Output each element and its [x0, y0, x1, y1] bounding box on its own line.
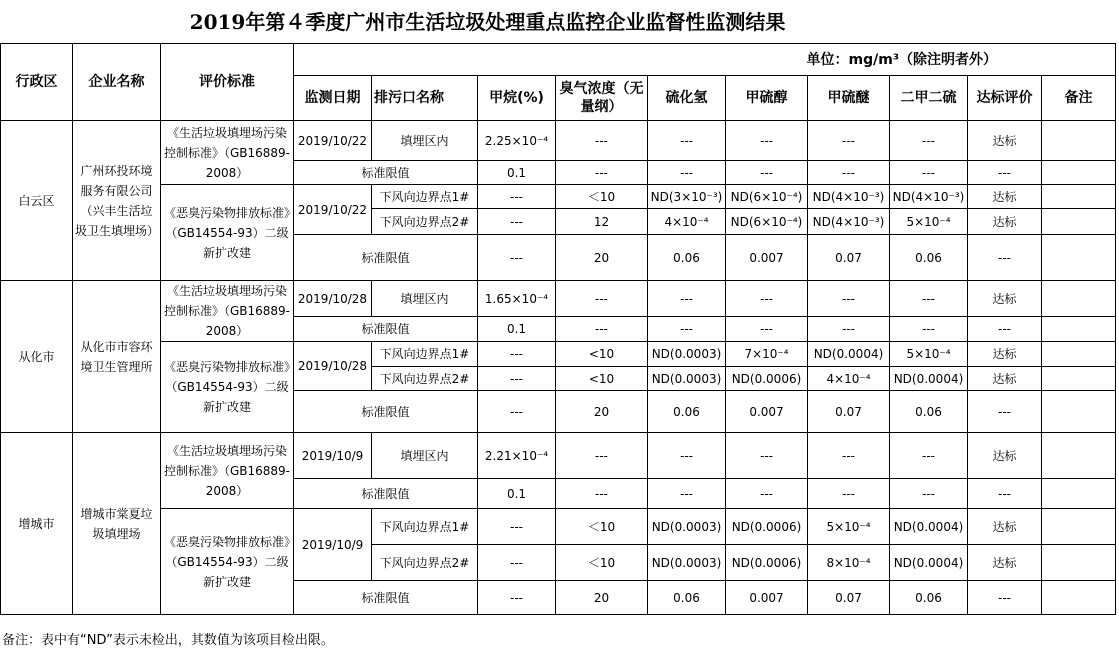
methane-cell: 0.1 — [478, 317, 556, 342]
odor-cell: --- — [556, 317, 648, 342]
outlet-cell: 下风向边界点2# — [372, 545, 478, 581]
remark-cell — [1042, 509, 1116, 545]
h2s-cell: 0.06 — [648, 391, 726, 433]
odor-cell: --- — [556, 433, 648, 479]
h2s-cell: 0.06 — [648, 581, 726, 615]
outlet-cell: 下风向边界点1# — [372, 185, 478, 209]
date-cell: 2019/10/22 — [294, 121, 372, 161]
remark-cell — [1042, 391, 1116, 433]
odor-cell: --- — [556, 281, 648, 317]
outlet-cell: 填埋区内 — [372, 433, 478, 479]
odor-cell: --- — [556, 121, 648, 161]
dmds-cell: ND(0.0004) — [890, 545, 968, 581]
standard-cell: 《生活垃圾填埋场污染控制标准》（GB16889-2008） — [161, 433, 294, 509]
limit-label-cell: 标准限值 — [294, 235, 478, 281]
header-dimethyl-disulfide: 二甲二硫 — [890, 76, 968, 121]
mm-cell: 7×10⁻⁴ — [726, 342, 808, 367]
dms-cell: ND(4×10⁻³) — [808, 185, 890, 209]
methane-cell: --- — [478, 367, 556, 391]
h2s-cell: --- — [648, 121, 726, 161]
standard-cell: 《生活垃圾填埋场污染控制标准》（GB16889-2008） — [161, 121, 294, 185]
assess-cell: 达标 — [968, 367, 1042, 391]
mm-cell: ND(6×10⁻⁴) — [726, 185, 808, 209]
dmds-cell: 0.06 — [890, 391, 968, 433]
h2s-cell: ND(0.0003) — [648, 509, 726, 545]
dmds-cell: ND(0.0004) — [890, 509, 968, 545]
mm-cell: --- — [726, 433, 808, 479]
dmds-cell: --- — [890, 433, 968, 479]
odor-cell: <10 — [556, 367, 648, 391]
h2s-cell: 4×10⁻⁴ — [648, 209, 726, 235]
remark-cell — [1042, 545, 1116, 581]
mm-cell: ND(6×10⁻⁴) — [726, 209, 808, 235]
header-outlet: 排污口名称 — [372, 76, 478, 121]
assess-cell: --- — [968, 391, 1042, 433]
header-h2s: 硫化氢 — [648, 76, 726, 121]
outlet-cell: 下风向边界点2# — [372, 367, 478, 391]
methane-cell: --- — [478, 235, 556, 281]
methane-cell: --- — [478, 545, 556, 581]
methane-cell: 0.1 — [478, 161, 556, 185]
header-dimethyl-sulfide: 甲硫醚 — [808, 76, 890, 121]
mm-cell: --- — [726, 281, 808, 317]
methane-cell: 2.21×10⁻⁴ — [478, 433, 556, 479]
assess-cell: 达标 — [968, 281, 1042, 317]
remark-cell — [1042, 581, 1116, 615]
remark-cell — [1042, 433, 1116, 479]
remark-cell — [1042, 342, 1116, 367]
h2s-cell: --- — [648, 281, 726, 317]
header-district: 行政区 — [1, 44, 73, 121]
odor-cell: --- — [556, 479, 648, 509]
assess-cell: 达标 — [968, 433, 1042, 479]
odor-cell: --- — [556, 161, 648, 185]
assess-cell: 达标 — [968, 545, 1042, 581]
assess-cell: 达标 — [968, 209, 1042, 235]
limit-label-cell: 标准限值 — [294, 581, 478, 615]
table-row — [1, 121, 1116, 161]
date-cell: 2019/10/28 — [294, 342, 372, 391]
mm-cell: --- — [726, 121, 808, 161]
h2s-cell: ND(3×10⁻³) — [648, 185, 726, 209]
district-cell: 白云区 — [1, 121, 73, 281]
odor-cell: 20 — [556, 391, 648, 433]
methane-cell: --- — [478, 581, 556, 615]
assess-cell: --- — [968, 581, 1042, 615]
company-cell: 广州环投环境服务有限公司（兴丰生活垃圾卫生填埋场） — [73, 121, 161, 281]
mm-cell: ND(0.0006) — [726, 545, 808, 581]
odor-cell: ＜10 — [556, 509, 648, 545]
outlet-cell: 填埋区内 — [372, 121, 478, 161]
header-company: 企业名称 — [73, 44, 161, 121]
assess-cell: --- — [968, 479, 1042, 509]
assess-cell: --- — [968, 235, 1042, 281]
assess-cell: 达标 — [968, 121, 1042, 161]
district-cell: 增城市 — [1, 433, 73, 615]
header-date: 监测日期 — [294, 76, 372, 121]
header-methyl-mercaptan: 甲硫醇 — [726, 76, 808, 121]
h2s-cell: 0.06 — [648, 235, 726, 281]
assess-cell: 达标 — [968, 185, 1042, 209]
unit-note: 单位：mg/m³（除注明者外） — [294, 44, 1116, 76]
assess-cell: --- — [968, 161, 1042, 185]
page-title-text: 2019年第４季度广州市生活垃圾处理重点监控企业监督性监测结果 — [189, 10, 786, 34]
odor-cell: ＜10 — [556, 185, 648, 209]
standard-cell: 《生活垃圾填埋场污染控制标准》（GB16889-2008） — [161, 281, 294, 342]
dms-cell: 0.07 — [808, 235, 890, 281]
standard-cell: 《恶臭污染物排放标准》（GB14554-93）二级新扩改建 — [161, 185, 294, 281]
remark-cell — [1042, 209, 1116, 235]
assess-cell: --- — [968, 317, 1042, 342]
header-odor: 臭气浓度（无量纲） — [556, 76, 648, 121]
header-assessment: 达标评价 — [968, 76, 1042, 121]
outlet-cell: 下风向边界点2# — [372, 209, 478, 235]
table-row — [1, 509, 1116, 545]
mm-cell: 0.007 — [726, 235, 808, 281]
dmds-cell: 0.06 — [890, 235, 968, 281]
odor-cell: ＜10 — [556, 545, 648, 581]
standard-cell: 《恶臭污染物排放标准》（GB14554-93）二级新扩改建 — [161, 342, 294, 433]
table-row — [1, 433, 1116, 479]
dms-cell: 0.07 — [808, 581, 890, 615]
company-cell: 从化市市容环境卫生管理所 — [73, 281, 161, 433]
dmds-cell: --- — [890, 281, 968, 317]
mm-cell: --- — [726, 317, 808, 342]
assess-cell: 达标 — [968, 509, 1042, 545]
h2s-cell: ND(0.0003) — [648, 545, 726, 581]
table-row — [1, 281, 1116, 317]
dms-cell: --- — [808, 281, 890, 317]
dms-cell: --- — [808, 121, 890, 161]
dmds-cell: --- — [890, 121, 968, 161]
header-remark: 备注 — [1042, 76, 1116, 121]
dms-cell: 5×10⁻⁴ — [808, 509, 890, 545]
remark-cell — [1042, 367, 1116, 391]
mm-cell: --- — [726, 161, 808, 185]
dms-cell: --- — [808, 317, 890, 342]
h2s-cell: --- — [648, 479, 726, 509]
dms-cell: --- — [808, 161, 890, 185]
limit-label-cell: 标准限值 — [294, 391, 478, 433]
dms-cell: 4×10⁻⁴ — [808, 367, 890, 391]
odor-cell: <10 — [556, 342, 648, 367]
dmds-cell: 5×10⁻⁴ — [890, 209, 968, 235]
dmds-cell: --- — [890, 317, 968, 342]
mm-cell: 0.007 — [726, 391, 808, 433]
dmds-cell: 5×10⁻⁴ — [890, 342, 968, 367]
odor-cell: 20 — [556, 235, 648, 281]
date-cell: 2019/10/9 — [294, 433, 372, 479]
outlet-cell: 填埋区内 — [372, 281, 478, 317]
dms-cell: --- — [808, 433, 890, 479]
dmds-cell: --- — [890, 479, 968, 509]
monitoring-results-table — [0, 43, 1116, 615]
district-cell: 从化市 — [1, 281, 73, 433]
remark-cell — [1042, 161, 1116, 185]
limit-label-cell: 标准限值 — [294, 161, 478, 185]
limit-label-cell: 标准限值 — [294, 479, 478, 509]
date-cell: 2019/10/22 — [294, 185, 372, 235]
h2s-cell: ND(0.0003) — [648, 342, 726, 367]
header-methane: 甲烷(%) — [478, 76, 556, 121]
remark-cell — [1042, 479, 1116, 509]
mm-cell: ND(0.0006) — [726, 509, 808, 545]
dmds-cell: --- — [890, 161, 968, 185]
methane-cell: --- — [478, 342, 556, 367]
table-row — [1, 342, 1116, 367]
odor-cell: 20 — [556, 581, 648, 615]
header-standard: 评价标准 — [161, 44, 294, 121]
outlet-cell: 下风向边界点1# — [372, 342, 478, 367]
dms-cell: --- — [808, 479, 890, 509]
company-cell: 增城市棠夏垃圾填埋场 — [73, 433, 161, 615]
table-row — [1, 185, 1116, 209]
methane-cell: 0.1 — [478, 479, 556, 509]
mm-cell: ND(0.0006) — [726, 367, 808, 391]
dms-cell: ND(4×10⁻³) — [808, 209, 890, 235]
dmds-cell: ND(4×10⁻³) — [890, 185, 968, 209]
mm-cell: --- — [726, 479, 808, 509]
methane-cell: --- — [478, 391, 556, 433]
h2s-cell: --- — [648, 433, 726, 479]
date-cell: 2019/10/9 — [294, 509, 372, 581]
remark-cell — [1042, 235, 1116, 281]
h2s-cell: --- — [648, 161, 726, 185]
methane-cell: 2.25×10⁻⁴ — [478, 121, 556, 161]
remark-cell — [1042, 185, 1116, 209]
methane-cell: 1.65×10⁻⁴ — [478, 281, 556, 317]
outlet-cell: 下风向边界点1# — [372, 509, 478, 545]
dmds-cell: 0.06 — [890, 581, 968, 615]
standard-cell: 《恶臭污染物排放标准》（GB14554-93）二级新扩改建 — [161, 509, 294, 615]
dmds-cell: ND(0.0004) — [890, 367, 968, 391]
dms-cell: 8×10⁻⁴ — [808, 545, 890, 581]
methane-cell: --- — [478, 185, 556, 209]
remark-cell — [1042, 317, 1116, 342]
date-cell: 2019/10/28 — [294, 281, 372, 317]
dms-cell: ND(0.0004) — [808, 342, 890, 367]
remark-cell — [1042, 281, 1116, 317]
methane-cell: --- — [478, 209, 556, 235]
remark-cell — [1042, 121, 1116, 161]
limit-label-cell: 标准限值 — [294, 317, 478, 342]
odor-cell: 12 — [556, 209, 648, 235]
dms-cell: 0.07 — [808, 391, 890, 433]
assess-cell: 达标 — [968, 342, 1042, 367]
h2s-cell: ND(0.0003) — [648, 367, 726, 391]
footnote: 备注：表中有“ND”表示未检出，其数值为该项目检出限。 — [2, 633, 334, 648]
methane-cell: --- — [478, 509, 556, 545]
page-title — [0, 2, 1119, 42]
h2s-cell: --- — [648, 317, 726, 342]
mm-cell: 0.007 — [726, 581, 808, 615]
